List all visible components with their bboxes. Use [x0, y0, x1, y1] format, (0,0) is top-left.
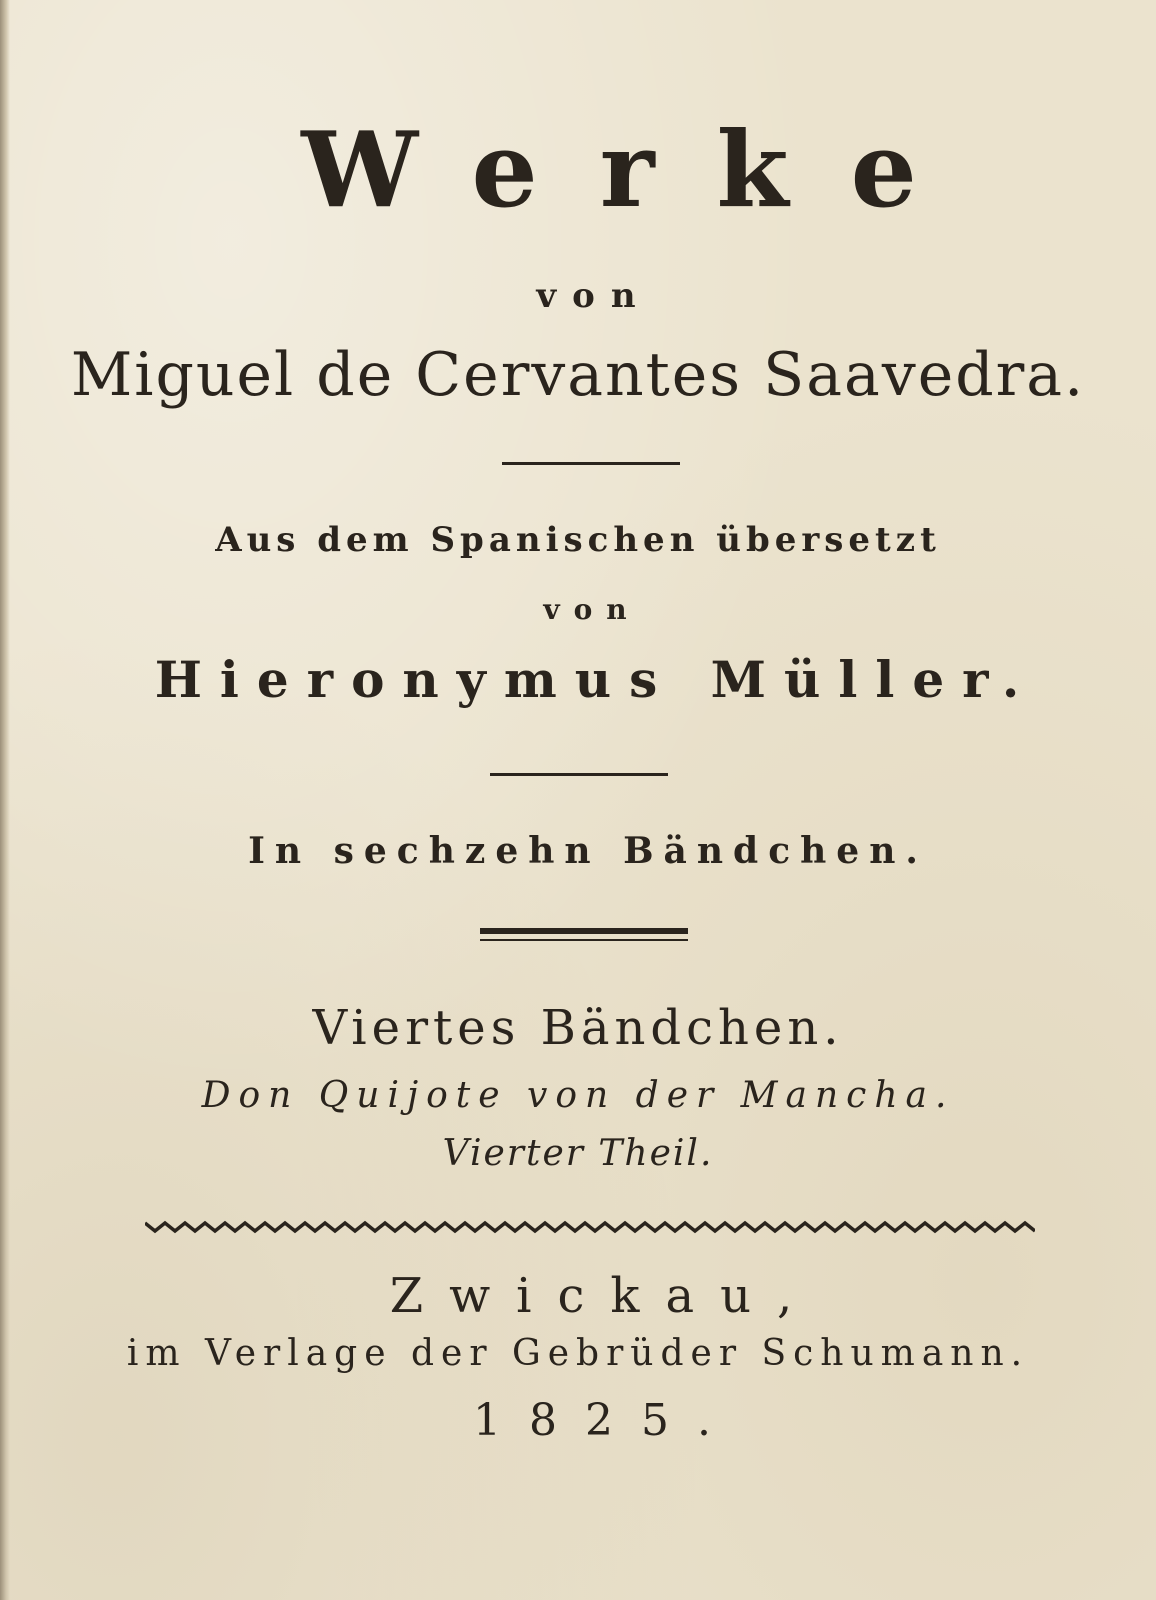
part-title: Vierter Theil. — [442, 1133, 714, 1174]
translation-note: Aus dem Spanischen übersetzt — [215, 520, 941, 560]
by-line-2: von — [543, 593, 641, 626]
translator-name: Hieronymus Müller. — [154, 650, 1038, 709]
by-line-1: von — [536, 276, 652, 316]
author-name: Miguel de Cervantes Saavedra. — [70, 340, 1086, 410]
double-rule-thick — [480, 928, 688, 934]
volumes-note: In sechzehn Bändchen. — [248, 830, 928, 872]
ornamental-rule — [145, 1218, 1035, 1236]
volume-title: Viertes Bändchen. — [312, 1000, 844, 1056]
work-title: Don Quijote von der Mancha. — [201, 1075, 955, 1116]
publication-city: Zwickau, — [389, 1268, 819, 1324]
double-rule-thin — [480, 939, 688, 941]
divider-rule-1 — [502, 462, 680, 465]
book-title: Werke — [301, 108, 979, 231]
publisher-line: im Verlage der Gebrüder Schumann. — [126, 1333, 1030, 1374]
divider-rule-2 — [490, 773, 668, 776]
publication-year: 1825. — [473, 1395, 739, 1446]
